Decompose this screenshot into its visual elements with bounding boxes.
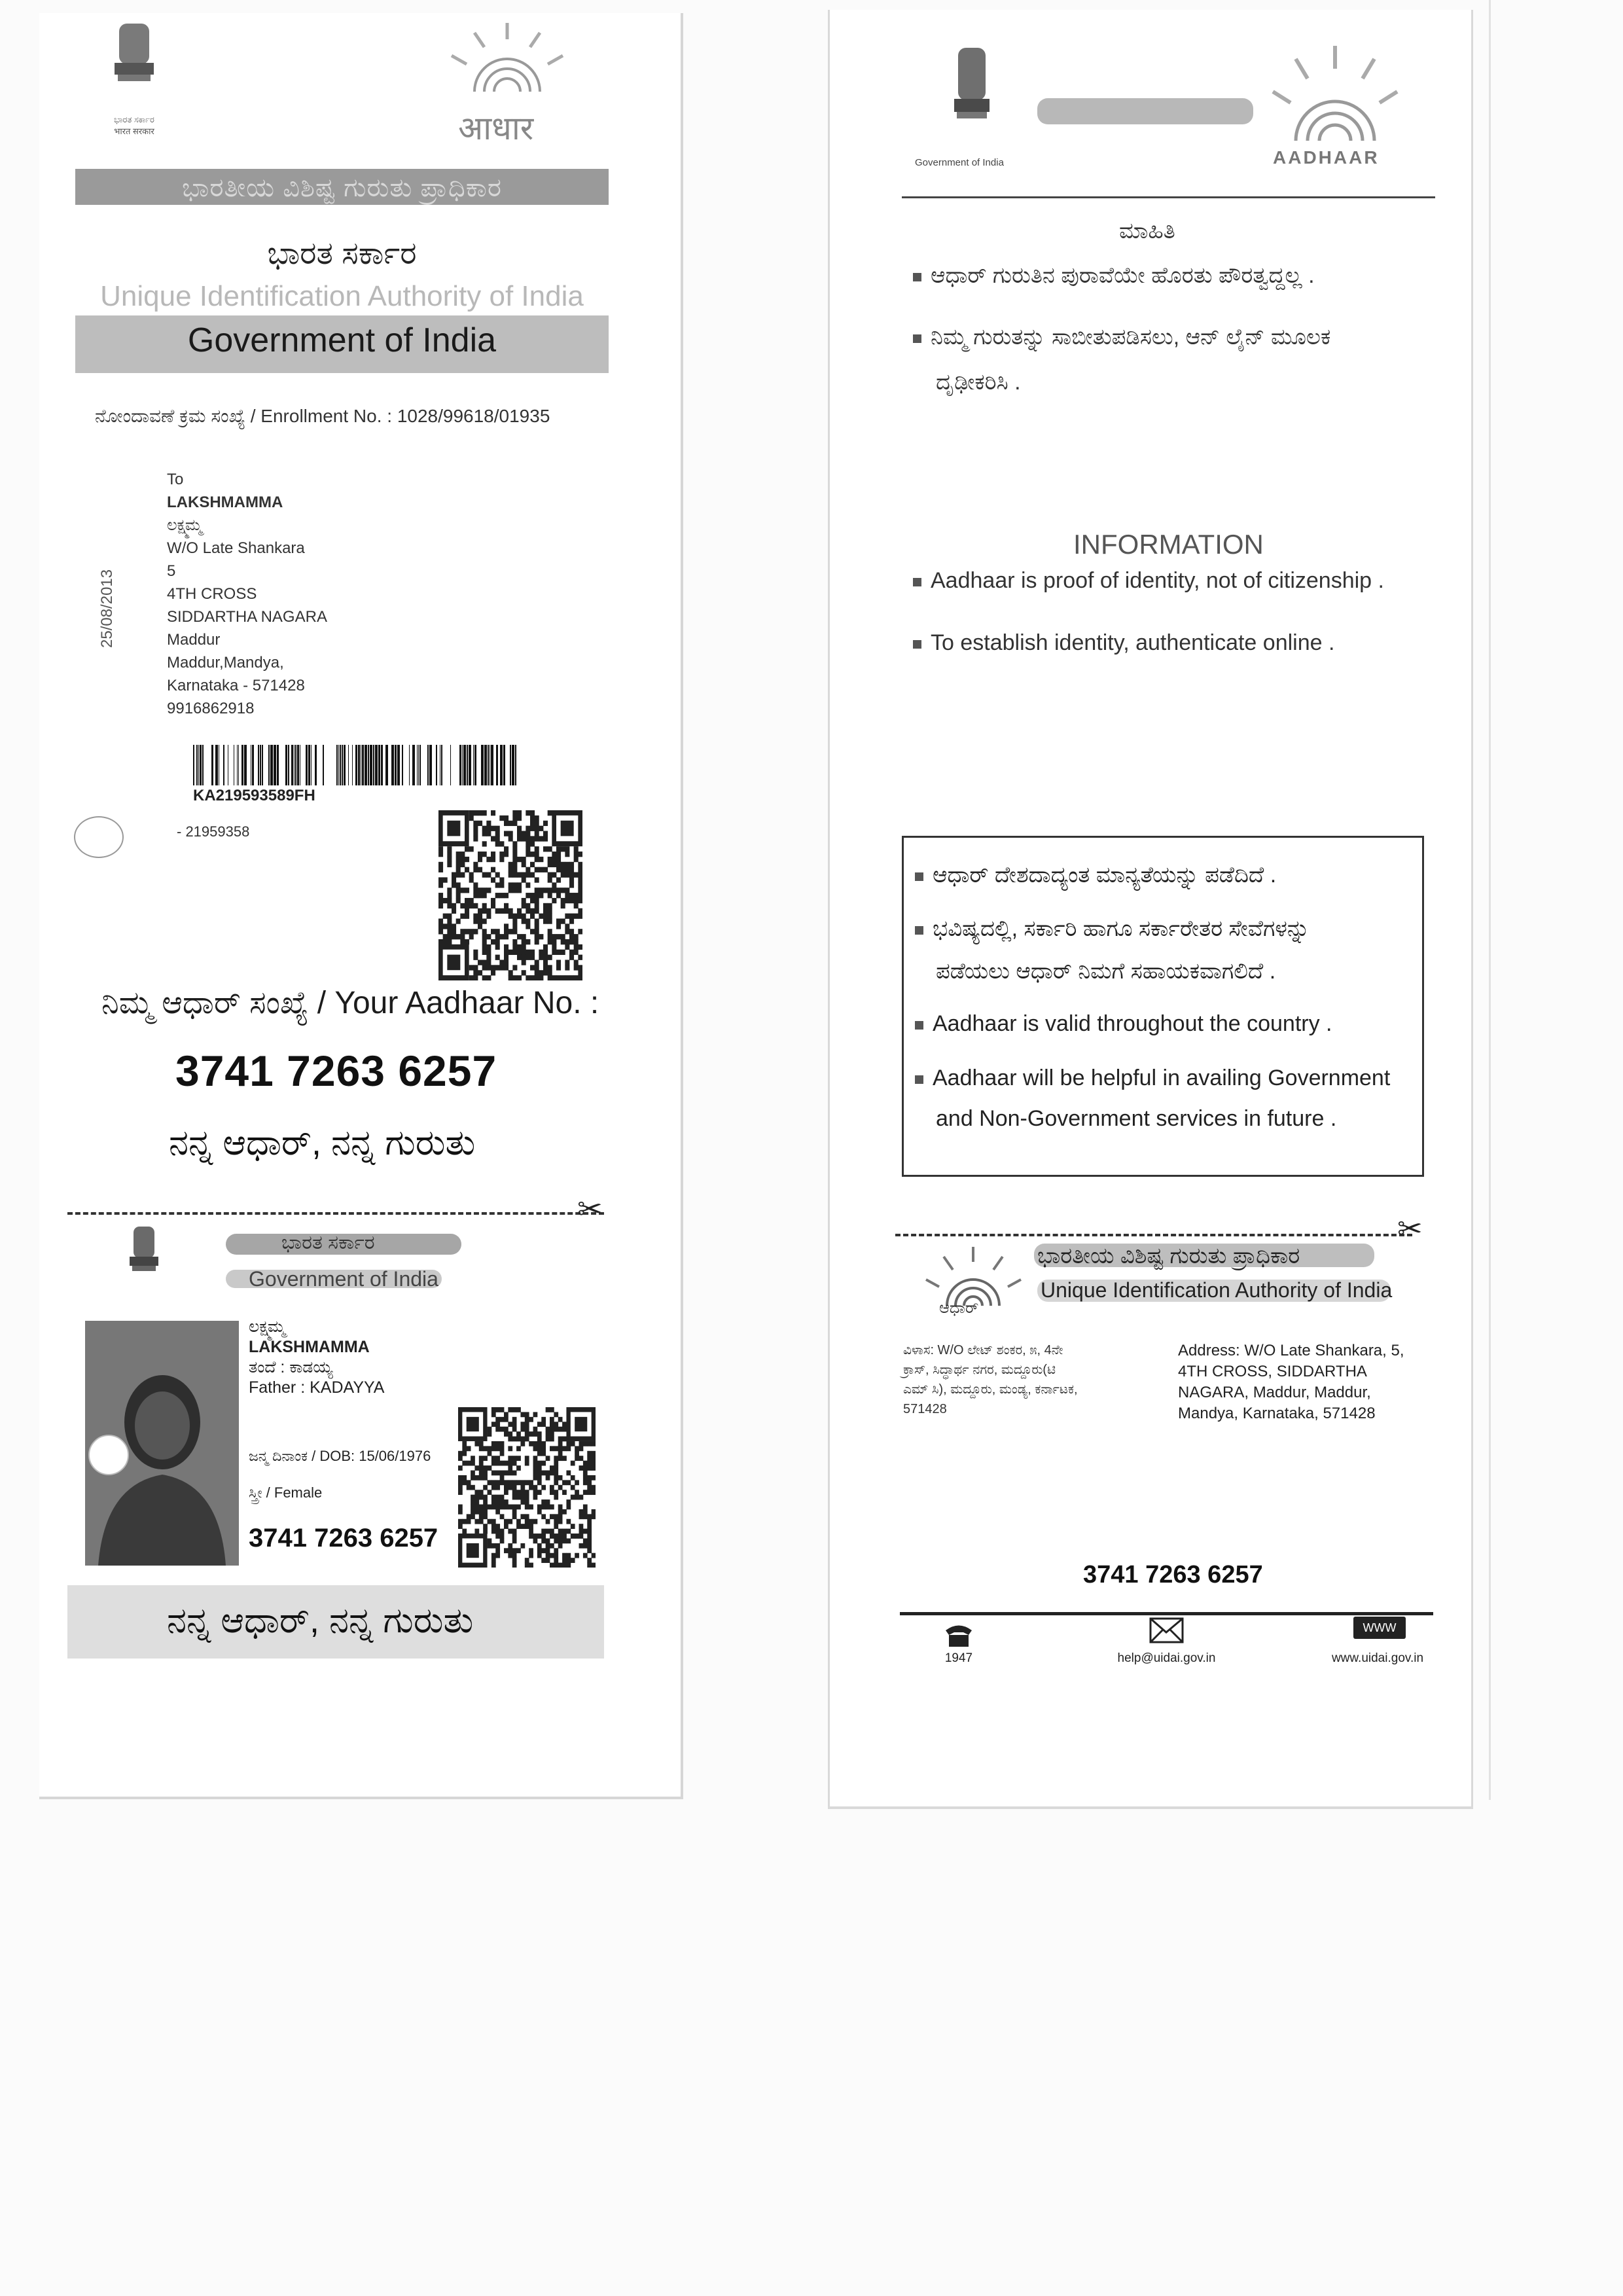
address-line: To <box>167 471 184 488</box>
address-line: W/O Late Shankara <box>167 539 305 557</box>
uidai-heading: Unique Identification Authority of India <box>100 280 584 312</box>
card-father-kannada: ತಂದೆ : ಕಾಡಯ್ಯ <box>249 1358 333 1376</box>
redaction-smear <box>1037 98 1253 124</box>
address-line: Maddur,Mandya, <box>167 654 284 672</box>
uidai-kannada: ಭಾರತೀಯ ವಿಶಿಷ್ಟ ಗುರುತು ಪ್ರಾಧಿಕಾರ <box>1037 1244 1300 1268</box>
qr-code <box>438 810 582 980</box>
emblem-caption: ಭಾರತ ಸರ್ಕಾರ भारत सरकार <box>114 115 154 136</box>
help-email: help@uidai.gov.in <box>1117 1651 1216 1665</box>
tagline-kannada: ನನ್ನ ಆಧಾರ್, ನನ್ನ ಗುರುತು <box>169 1123 476 1162</box>
address-line: 5 <box>167 562 176 580</box>
bullet-icon <box>915 1021 923 1030</box>
info-point-cont: ದೃಢೀಕರಿಸಿ . <box>936 370 1021 395</box>
enrollment-number: ನೋಂದಾವಣೆ ಕ್ರಮ ಸಂಖ್ಯೆ / Enrollment No. : 1028/99618/01935 <box>95 406 550 426</box>
punch-hole <box>74 816 124 858</box>
card-govt-kannada: ಭಾರತ ಸರ್ಕಾರ <box>281 1232 375 1253</box>
national-emblem-icon <box>949 43 995 154</box>
header-divider <box>902 196 1435 198</box>
aadhaar-logo-icon <box>435 20 576 105</box>
box-point-cont: and Non-Government services in future . <box>936 1106 1337 1131</box>
govt-kannada-heading: ಭಾರತ ಸರ್ಕಾರ <box>267 236 417 271</box>
helpline-number: 1947 <box>944 1651 973 1665</box>
uidai-english: Unique Identification Authority of India <box>1041 1278 1393 1302</box>
barcode-text: KA219593589FH <box>193 787 315 804</box>
card-holder-info <box>249 1317 384 1398</box>
bullet-icon <box>913 273 921 281</box>
bullet-icon <box>915 872 923 881</box>
box-point: ಭವಿಷ್ಯದಲ್ಲಿ, ಸರ್ಕಾರಿ ಹಾಗೂ ಸರ್ಕಾರೇತರ ಸೇವೆಗಳನ್ನು <box>915 916 1310 942</box>
box-point: ಆಧಾರ್ ದೇಶದಾದ್ಯಂತ ಮಾನ್ಯತೆಯನ್ನು ಪಡೆದಿದೆ . <box>915 863 1276 888</box>
bullet-icon <box>915 1075 923 1084</box>
info-title: INFORMATION <box>1073 529 1264 560</box>
info-point: ಆಧಾರ್ ಗುರುತಿನ ಪುರಾವೆಯೇ ಹೊರತು ಪೌರತ್ವದ್ದಲ್ಲ . <box>913 263 1315 289</box>
address-kannada: ವಿಳಾಸ: W/O ಲೇಟ್ ಶಂಕರ, ೫, 4ನೇ ಕ್ರಾಸ್, ಸಿದ್ಧಾರ್ಥ ನಗರ, ಮದ್ದೂರು(ಟಿ ಎಮ್ ಸಿ), ಮದ್ದೂರು, ಮಂಡ್ಯ, ಕರ್ನಾಟಕ, 571428 <box>903 1343 1078 1416</box>
aadhaar-logo-text: आधार <box>458 110 534 147</box>
card-name: LAKSHMAMMA <box>249 1338 370 1356</box>
aadhaar-number: 3741 7263 6257 <box>1083 1561 1263 1588</box>
national-emblem-icon <box>105 18 164 113</box>
bullet-icon <box>915 926 923 935</box>
cut-line <box>67 1212 604 1215</box>
recipient-name-kannada: ಲಕ್ಷ್ಮಮ್ಮ <box>167 516 202 534</box>
aadhaar-logo-icon <box>1270 43 1400 147</box>
web-badge-icon: WWW <box>1353 1617 1406 1639</box>
recipient-name: LAKSHMAMMA <box>167 493 283 511</box>
website: www.uidai.gov.in <box>1331 1651 1424 1665</box>
box-point: Aadhaar is valid throughout the country . <box>915 1011 1332 1037</box>
address-english: Address: W/O Late Shankara, 5, 4TH CROSS, SIDDARTHA NAGARA, Maddur, Maddur, Mandya, Karnataka, 571428 <box>1178 1342 1404 1422</box>
phone-number: 9916862918 <box>167 700 255 717</box>
cut-line <box>895 1234 1412 1236</box>
footer-divider <box>900 1612 1433 1615</box>
bullet-icon <box>913 578 921 586</box>
qr-code <box>458 1407 596 1568</box>
address-line: 4TH CROSS <box>167 585 257 603</box>
card-tagline-kannada: ನನ್ನ ಆಧಾರ್, ನನ್ನ ಗುರುತು <box>167 1601 474 1640</box>
card-gender: ಸ್ತ್ರೀ / Female <box>249 1484 323 1501</box>
info-title-kannada: ಮಾಹಿತಿ <box>1119 219 1175 243</box>
card-name-kannada: ಲಕ್ಷ್ಮಮ್ಮ <box>249 1318 286 1336</box>
address-line: Maddur <box>167 631 221 649</box>
aadhaar-logo-text: AADHAAR <box>1273 147 1380 168</box>
address-line: SIDDARTHA NAGARA <box>167 608 327 626</box>
info-point: Aadhaar is proof of identity, not of citizenship . <box>913 568 1384 594</box>
national-emblem-icon <box>124 1224 164 1296</box>
barcode <box>193 745 517 785</box>
govt-caption: Government of India <box>915 157 1004 168</box>
phone-icon <box>942 1621 975 1648</box>
address-line: Karnataka - 571428 <box>167 677 305 694</box>
reference-number: - 21959358 <box>177 823 250 840</box>
govt-english-heading: Government of India <box>187 321 497 359</box>
scan-edge <box>1489 0 1491 1800</box>
card-dob: ಜನ್ಮ ದಿನಾಂಕ / DOB: 15/06/1976 <box>249 1448 431 1464</box>
letter-date: 25/08/2013 <box>98 569 116 648</box>
info-point: To establish identity, authenticate online . <box>913 630 1334 656</box>
aadhaar-logo-text: ಆಧಾರ್ <box>939 1299 979 1317</box>
aadhaar-number: 3741 7263 6257 <box>175 1047 497 1095</box>
bullet-icon <box>913 640 921 649</box>
card-govt-english: Government of India <box>249 1267 438 1291</box>
scissors-icon: ✂ <box>1397 1211 1423 1246</box>
your-aadhaar-label: ನಿಮ್ಮ ಆಧಾರ್ ಸಂಖ್ಯೆ / Your Aadhaar No. : <box>101 986 599 1020</box>
card-aadhaar-number: 3741 7263 6257 <box>249 1524 438 1552</box>
box-point: Aadhaar will be helpful in availing Government <box>915 1066 1390 1091</box>
mail-icon <box>1149 1617 1185 1644</box>
banner-authority-kannada: ಭಾರತೀಯ ವಿಶಿಷ್ಟ ಗುರುತು ಪ್ರಾಧಿಕಾರ <box>181 173 503 202</box>
card-father: Father : KADAYYA <box>249 1378 385 1397</box>
bullet-icon <box>913 334 921 343</box>
punch-hole <box>88 1435 129 1475</box>
box-point-cont: ಪಡೆಯಲು ಆಧಾರ್ ನಿಮಗೆ ಸಹಾಯಕವಾಗಲಿದೆ . <box>936 959 1276 984</box>
scissors-icon: ✂ <box>577 1192 603 1226</box>
recipient-address <box>167 468 327 720</box>
info-point: ನಿಮ್ಮ ಗುರುತನ್ನು ಸಾಬೀತುಪಡಿಸಲು, ಆನ್ ಲೈನ್ ಮೂಲಕ <box>913 325 1330 350</box>
